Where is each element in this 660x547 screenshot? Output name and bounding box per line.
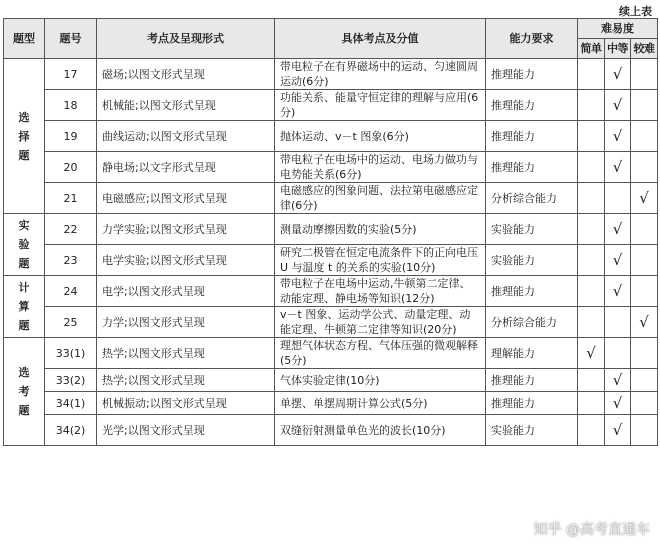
check-mark: √	[612, 157, 623, 176]
difficulty-easy-cell	[578, 183, 605, 214]
difficulty-medium-cell	[605, 307, 631, 338]
header-type: 题型	[4, 19, 45, 59]
difficulty-medium-cell	[605, 121, 631, 152]
difficulty-hard-cell	[631, 152, 658, 183]
question-type-cell	[4, 338, 45, 446]
exam-analysis-table	[3, 18, 658, 446]
topic-cell: 热学;以图文形式呈现	[97, 338, 275, 369]
detail-cell: 带电粒子在电场中的运动、电场力做功与电势能关系(6分)	[275, 152, 486, 183]
table-row	[4, 152, 658, 183]
difficulty-hard-cell	[631, 307, 658, 338]
check-mark: √	[586, 343, 596, 362]
detail-cell: 测量动摩擦因数的实验(5分)	[275, 214, 486, 245]
ability-cell: 推理能力	[486, 152, 578, 183]
difficulty-easy-cell	[578, 121, 605, 152]
question-number: 34(1)	[45, 392, 97, 415]
ability-cell: 理解能力	[486, 338, 578, 369]
topic-cell: 机械振动;以图文形式呈现	[97, 392, 275, 415]
check-mark: √	[639, 312, 649, 331]
table-row	[4, 59, 658, 90]
difficulty-hard-cell	[631, 369, 658, 392]
table-row	[4, 307, 658, 338]
difficulty-easy-cell	[578, 245, 605, 276]
difficulty-medium-cell	[605, 369, 631, 392]
check-mark: √	[612, 393, 623, 412]
topic-cell: 曲线运动;以图文形式呈现	[97, 121, 275, 152]
question-number: 34(2)	[45, 415, 97, 446]
ability-cell: 分析综合能力	[486, 183, 578, 214]
ability-cell: 推理能力	[486, 90, 578, 121]
difficulty-easy-cell	[578, 59, 605, 90]
difficulty-hard-cell	[631, 245, 658, 276]
ability-cell: 实验能力	[486, 214, 578, 245]
table-row	[4, 121, 658, 152]
difficulty-medium-cell	[605, 59, 631, 90]
header-ability: 能力要求	[486, 19, 578, 59]
detail-cell: 气体实验定律(10分)	[275, 369, 486, 392]
question-number: 17	[45, 59, 97, 90]
header-number: 题号	[45, 19, 97, 59]
table-row	[4, 90, 658, 121]
check-mark: √	[612, 420, 623, 439]
continued-label: 续上表	[619, 5, 652, 18]
difficulty-hard-cell	[631, 338, 658, 369]
ability-cell: 推理能力	[486, 121, 578, 152]
difficulty-easy-cell	[578, 369, 605, 392]
table-row	[4, 415, 658, 446]
difficulty-easy-cell	[578, 415, 605, 446]
difficulty-easy-cell	[578, 338, 605, 369]
table-row	[4, 276, 658, 307]
header-topic: 考点及呈现形式	[97, 19, 275, 59]
topic-cell: 磁场;以图文形式呈现	[97, 59, 275, 90]
difficulty-hard-cell	[631, 214, 658, 245]
difficulty-medium-cell	[605, 183, 631, 214]
question-number: 33(1)	[45, 338, 97, 369]
topic-cell: 电学;以图文形式呈现	[97, 276, 275, 307]
difficulty-medium-cell	[605, 90, 631, 121]
header-easy: 简单	[578, 39, 605, 59]
table-row	[4, 338, 658, 369]
question-type-cell	[4, 276, 45, 338]
check-mark: √	[612, 219, 623, 238]
detail-cell: 单摆、单摆周期计算公式(5分)	[275, 392, 486, 415]
question-type-label: 实验题	[18, 219, 30, 270]
difficulty-hard-cell	[631, 415, 658, 446]
difficulty-easy-cell	[578, 307, 605, 338]
question-number: 24	[45, 276, 97, 307]
detail-cell: 电磁感应的图象问题、法拉第电磁感应定律(6分)	[275, 183, 486, 214]
question-number: 19	[45, 121, 97, 152]
difficulty-medium-cell	[605, 392, 631, 415]
difficulty-medium-cell	[605, 338, 631, 369]
header-difficulty: 难易度	[578, 19, 658, 39]
topic-cell: 力学实验;以图文形式呈现	[97, 214, 275, 245]
detail-cell: 抛体运动、v－t 图象(6分)	[275, 121, 486, 152]
header-hard: 较难	[631, 39, 658, 59]
ability-cell: 推理能力	[486, 369, 578, 392]
topic-cell: 力学;以图文形式呈现	[97, 307, 275, 338]
question-type-label: 选择题	[18, 110, 30, 162]
check-mark: √	[612, 250, 623, 269]
question-number: 18	[45, 90, 97, 121]
topic-cell: 热学;以图文形式呈现	[97, 369, 275, 392]
ability-cell: 实验能力	[486, 415, 578, 446]
table-row	[4, 214, 658, 245]
ability-cell: 推理能力	[486, 59, 578, 90]
difficulty-hard-cell	[631, 121, 658, 152]
header-medium: 中等	[605, 39, 631, 59]
check-mark: √	[612, 64, 623, 83]
question-number: 21	[45, 183, 97, 214]
watermark-text: 知乎 @高考直通车	[533, 522, 650, 538]
check-mark: √	[639, 188, 649, 207]
check-mark: √	[612, 126, 623, 145]
question-type-cell	[4, 214, 45, 276]
difficulty-hard-cell	[631, 276, 658, 307]
table-row	[4, 369, 658, 392]
table-row	[4, 245, 658, 276]
difficulty-medium-cell	[605, 152, 631, 183]
question-number: 25	[45, 307, 97, 338]
difficulty-hard-cell	[631, 59, 658, 90]
check-mark: √	[612, 281, 623, 300]
difficulty-easy-cell	[578, 392, 605, 415]
difficulty-hard-cell	[631, 183, 658, 214]
ability-cell: 推理能力	[486, 276, 578, 307]
header-detail: 具体考点及分值	[275, 19, 486, 59]
difficulty-medium-cell	[605, 276, 631, 307]
table-body	[4, 59, 658, 446]
detail-cell: 理想气体状态方程、气体压强的微观解释(5分)	[275, 338, 486, 369]
difficulty-easy-cell	[578, 90, 605, 121]
check-mark: √	[612, 95, 623, 114]
topic-cell: 机械能;以图文形式呈现	[97, 90, 275, 121]
question-type-label: 计算题	[18, 281, 30, 332]
ability-cell: 实验能力	[486, 245, 578, 276]
topic-cell: 光学;以图文形式呈现	[97, 415, 275, 446]
difficulty-medium-cell	[605, 245, 631, 276]
question-number: 33(2)	[45, 369, 97, 392]
topic-cell: 电磁感应;以图文形式呈现	[97, 183, 275, 214]
question-type-label: 选考题	[18, 366, 30, 417]
watermark	[534, 519, 650, 539]
table-row	[4, 392, 658, 415]
detail-cell: 双缝衍射测量单色光的波长(10分)	[275, 415, 486, 446]
ability-cell: 分析综合能力	[486, 307, 578, 338]
difficulty-easy-cell	[578, 214, 605, 245]
question-number: 23	[45, 245, 97, 276]
detail-cell: 带电粒子在电场中运动,牛顿第二定律、动能定理、静电场等知识(12分)	[275, 276, 486, 307]
check-mark: √	[612, 370, 623, 389]
detail-cell: 研究二极管在恒定电流条件下的正向电压 U 与温度 t 的关系的实验(10分)	[275, 245, 486, 276]
topic-cell: 静电场;以文字形式呈现	[97, 152, 275, 183]
question-number: 22	[45, 214, 97, 245]
topic-cell: 电学实验;以图文形式呈现	[97, 245, 275, 276]
detail-cell: v－t 图象、运动学公式、动量定理、动能定理、牛顿第二定律等知识(20分)	[275, 307, 486, 338]
question-type-cell	[4, 59, 45, 214]
difficulty-hard-cell	[631, 392, 658, 415]
question-number: 20	[45, 152, 97, 183]
detail-cell: 功能关系、能量守恒定律的理解与应用(6分)	[275, 90, 486, 121]
difficulty-easy-cell	[578, 276, 605, 307]
difficulty-medium-cell	[605, 415, 631, 446]
table-row	[4, 183, 658, 214]
difficulty-hard-cell	[631, 90, 658, 121]
difficulty-easy-cell	[578, 152, 605, 183]
ability-cell: 推理能力	[486, 392, 578, 415]
difficulty-medium-cell	[605, 214, 631, 245]
detail-cell: 带电粒子在有界磁场中的运动、匀速圆周运动(6分)	[275, 59, 486, 90]
